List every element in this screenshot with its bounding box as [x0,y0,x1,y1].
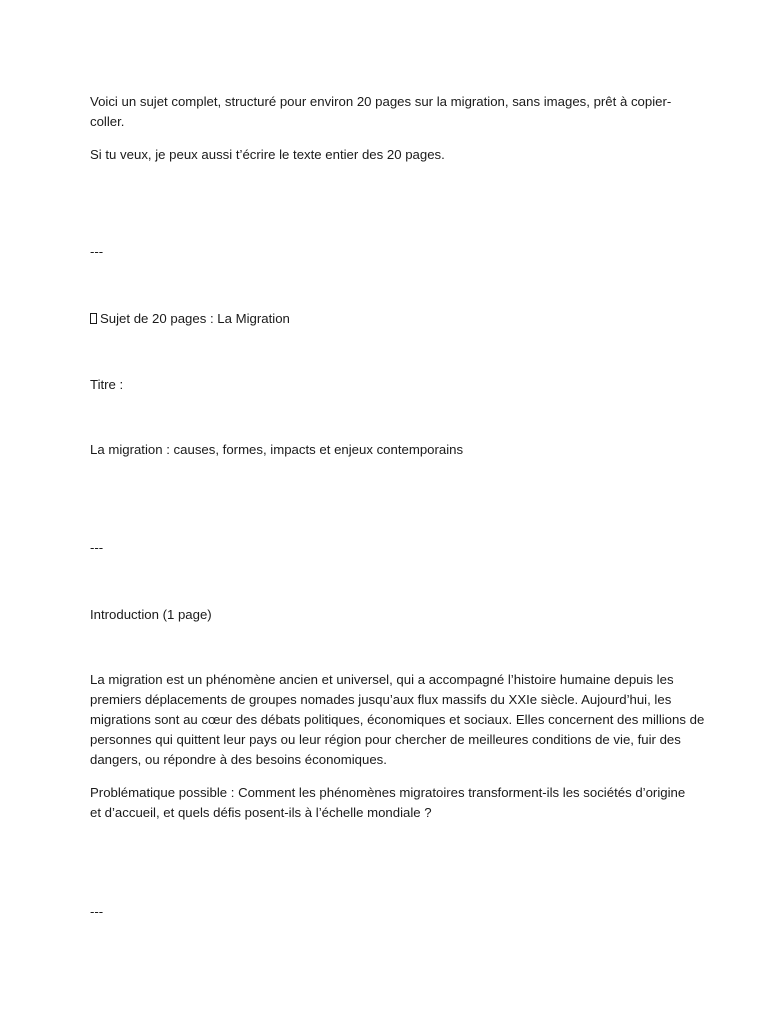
separator: --- [90,244,104,259]
subject-heading: Sujet de 20 pages : La Migration [100,311,290,326]
paragraph-line: La migration est un phénomène ancien et universel, qui a accompagné l’histoire humaine depuis les [90,672,674,687]
paragraph-line: dangers, ou répondre à des besoins économiques. [90,752,387,767]
subject-heading-line [90,309,290,329]
document-title: La migration : causes, formes, impacts et enjeux contemporains [90,442,464,457]
unknown-glyph-icon [90,313,97,324]
paragraph-line: et d’accueil, et quels défis posent-ils à l’échelle mondiale ? [90,805,432,820]
introduction-paragraph [90,670,705,770]
separator: --- [90,904,104,919]
paragraph-line: Problématique possible : Comment les phénomènes migratoires transforment-ils les sociétés d’origine [90,785,686,800]
paragraph-line: personnes qui quittent leur pays ou leur région pour chercher de meilleures conditions de vie, fuir des [90,732,681,747]
intro-message [90,92,690,132]
problematic-paragraph [90,783,690,823]
intro-message-line: coller. [90,114,125,129]
separator: --- [90,540,104,555]
paragraph-line: migrations sont au cœur des débats politiques, économiques et sociaux. Elles concernent des millions de [90,712,705,727]
intro-message-line: Voici un sujet complet, structuré pour environ 20 pages sur la migration, sans images, prêt à copier- [90,94,672,109]
paragraph-line: premiers déplacements de groupes nomades jusqu’aux flux massifs du XXIe siècle. Aujourd’hui, les [90,692,672,707]
section-heading-introduction: Introduction (1 page) [90,607,212,622]
title-label: Titre : [90,377,124,392]
offer-line: Si tu veux, je peux aussi t’écrire le texte entier des 20 pages. [90,147,445,162]
